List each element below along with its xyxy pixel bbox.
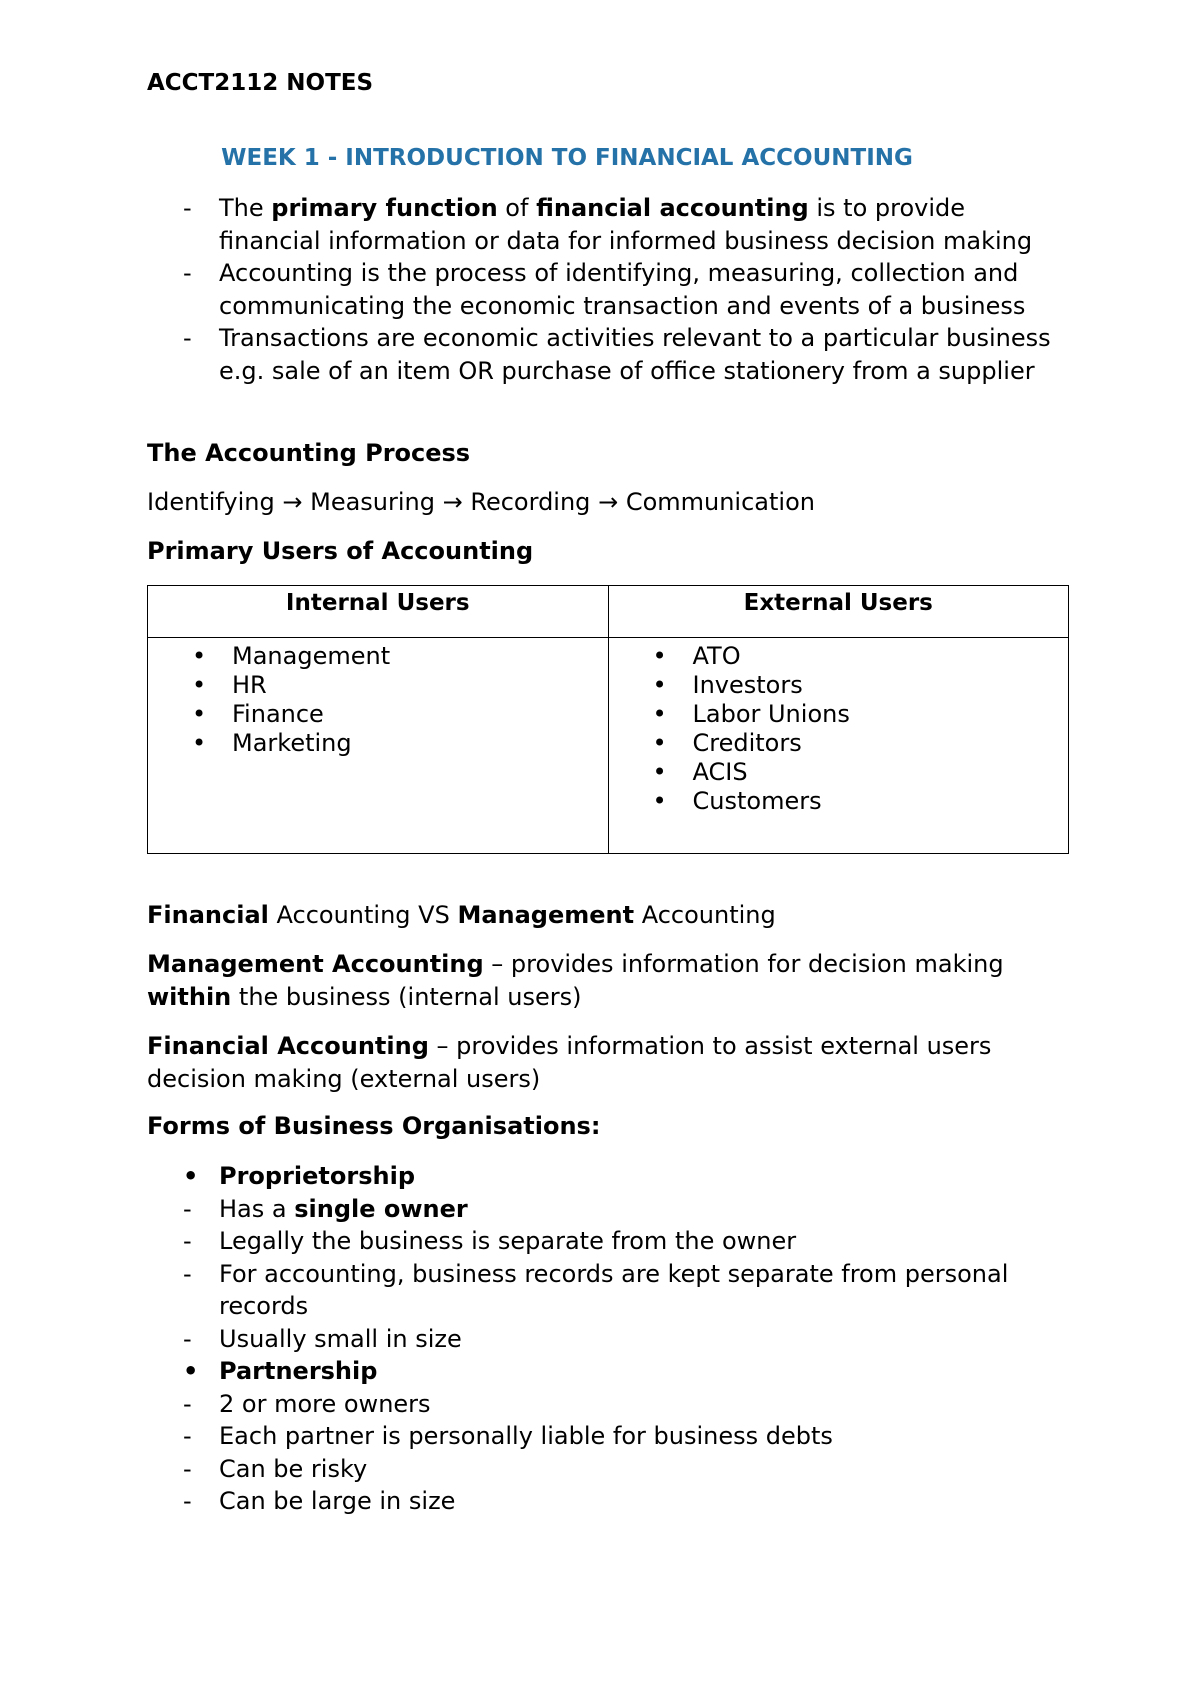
- external-users-cell: [608, 638, 1069, 854]
- list-item: • Creditors: [609, 729, 1069, 758]
- step-communication: Communication: [625, 488, 815, 516]
- list-item: • Customers: [609, 787, 1069, 816]
- list-item: • Investors: [609, 671, 1069, 700]
- arrow-right-icon: →: [598, 488, 619, 516]
- proprietorship-title: • Proprietorship: [147, 1160, 1067, 1193]
- list-item: - Transactions are economic activities relevant to a particular business e.g. sale of an item OR purchase of office stationery from a supplier: [147, 322, 1067, 387]
- arrow-right-icon: →: [282, 488, 303, 516]
- list-item: • Marketing: [148, 729, 608, 758]
- week-title: WEEK 1 - INTRODUCTION TO FINANCIAL ACCOUNTING: [221, 145, 913, 171]
- arrow-right-icon: →: [442, 488, 463, 516]
- list-item: - The primary function of financial accounting is to provide financial information or data for informed business decision making: [147, 192, 1067, 257]
- comparison-line: Financial Accounting VS Management Accounting: [147, 901, 776, 929]
- business-forms-list: [147, 1160, 1067, 1518]
- partnership-title: • Partnership: [147, 1355, 1067, 1388]
- step-recording: Recording: [470, 488, 591, 516]
- internal-users-header: Internal Users: [148, 586, 609, 638]
- accounting-process-heading: The Accounting Process: [147, 439, 471, 467]
- list-item: - Has a single owner: [147, 1193, 1067, 1226]
- accounting-process-steps: [147, 486, 1067, 519]
- management-accounting-definition: Management Accounting – provides information for decision making within the business (internal users): [147, 950, 1004, 1011]
- external-users-list: [609, 638, 1069, 816]
- step-identifying: Identifying: [147, 488, 275, 516]
- list-item: - Usually small in size: [147, 1323, 1067, 1356]
- list-item: - Accounting is the process of identifying, measuring, collection and communicating the economic transaction and events of a business: [147, 257, 1067, 322]
- step-measuring: Measuring: [310, 488, 435, 516]
- external-users-header: External Users: [608, 586, 1069, 638]
- internal-users-cell: [148, 638, 609, 854]
- financial-accounting-definition: Financial Accounting – provides information to assist external users decision making (external users): [147, 1032, 992, 1093]
- list-item: - 2 or more owners: [147, 1388, 1067, 1421]
- intro-list: [147, 192, 1067, 387]
- internal-users-list: [148, 638, 608, 758]
- list-item: • ATO: [609, 642, 1069, 671]
- list-item: - Can be risky: [147, 1453, 1067, 1486]
- list-item: - Each partner is personally liable for business debts: [147, 1420, 1067, 1453]
- list-item: • Finance: [148, 700, 608, 729]
- forms-heading: Forms of Business Organisations:: [147, 1112, 601, 1140]
- primary-users-heading: Primary Users of Accounting: [147, 537, 534, 565]
- list-item: • ACIS: [609, 758, 1069, 787]
- list-item: • Management: [148, 642, 608, 671]
- list-item: - For accounting, business records are kept separate from personal records: [147, 1258, 1067, 1323]
- list-item: • Labor Unions: [609, 700, 1069, 729]
- list-item: - Legally the business is separate from the owner: [147, 1225, 1067, 1258]
- document-header: ACCT2112 NOTES: [147, 70, 374, 96]
- users-table: [147, 585, 1069, 854]
- list-item: - Can be large in size: [147, 1485, 1067, 1518]
- list-item: • HR: [148, 671, 608, 700]
